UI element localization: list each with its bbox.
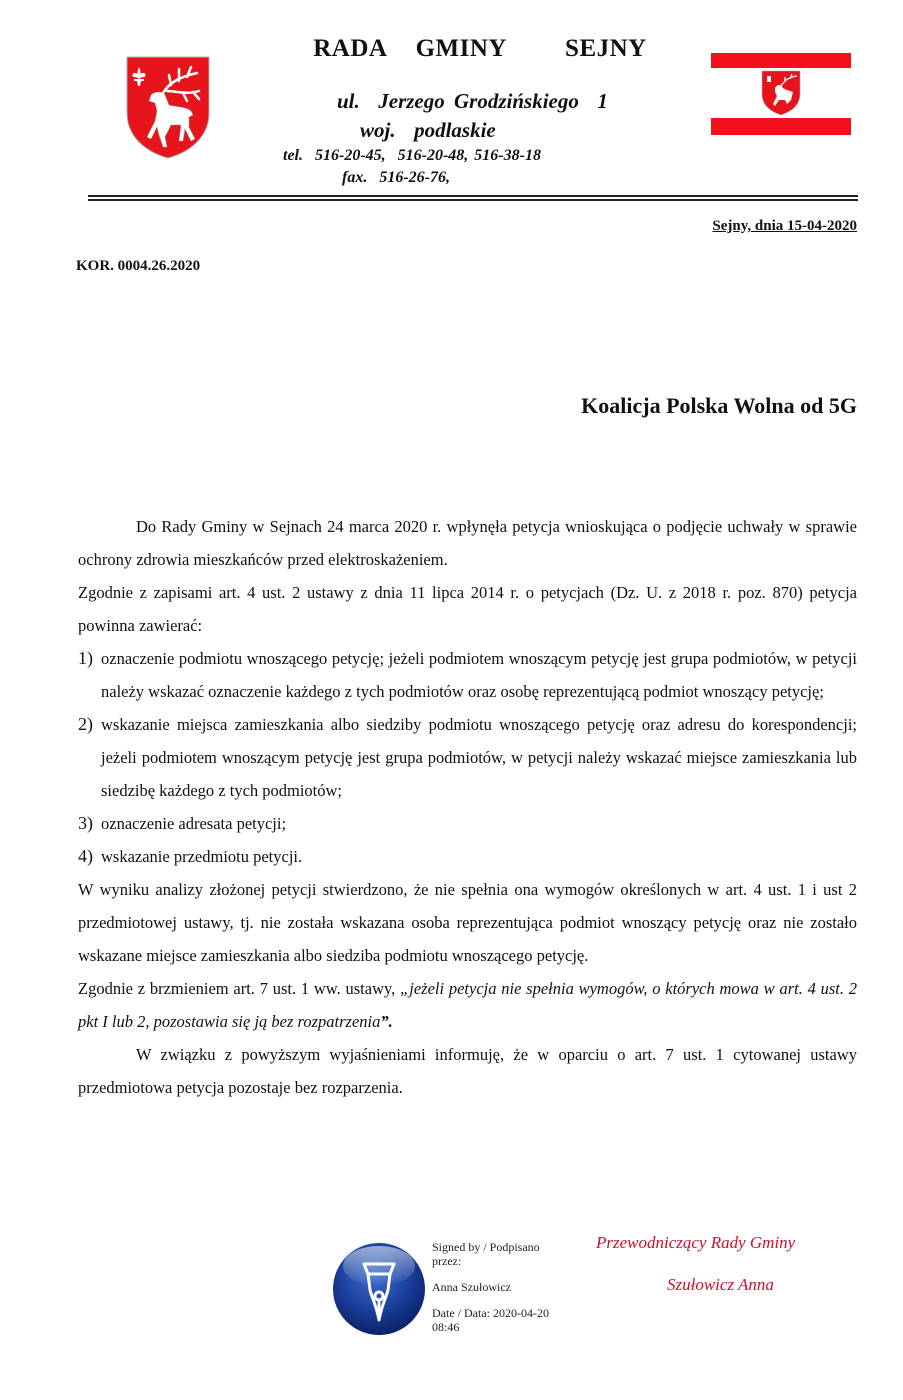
reference-number: KOR. 0004.26.2020 [76,258,201,274]
list-text: wskazanie przedmiotu petycji. [101,847,303,866]
list-text: oznaczenie podmiotu wnoszącego petycję; jeżeli podmiotem wnoszącym petycję jest grupa podmiotów, w petycji należy wskazać oznaczenie każdego z tych podmiotów oraz osobę reprezentującą podmiot wnoszący petycję; [101,649,857,701]
analysis-paragraph: W wyniku analizy złożonej petycji stwierdzono, że nie spełnia ona wymogów określonych w art. 4 ust. 1 i ust 2 przedmiotowej ustawy, tj. nie została wskazana osoba reprezentująca podmiot wnoszący petycję oraz nie zostało wskazane miejsce zamieszkania albo siedziba podmiotu wnoszącego petycję. [78,880,857,965]
quote-close: ”. [380,1012,393,1031]
addressee: Koalicja Polska Wolna od 5G [581,393,857,418]
address-region: woj. podlaskie [360,118,496,142]
list-item [78,642,857,708]
signatory-title: Przewodniczący Rady Gminy [596,1233,796,1252]
list-text: oznaczenie adresata petycji; [101,814,287,833]
list-item [78,807,857,840]
signature-details [432,1240,552,1346]
list-item [78,708,857,807]
place-and-date: Sejny, dnia 15-04-2020 [712,218,857,234]
list-number: 1) [78,648,93,668]
signer-name: Anna Szułowicz [432,1280,511,1294]
letter-body [78,510,857,1104]
list-number: 2) [78,714,93,734]
conclusion-paragraph: W związku z powyższym wyjaśnieniami informuję, że w oparciu o art. 7 ust. 1 cytowanej ustawy przedmiotowa petycja pozostaje bez rozparzenia. [78,1045,857,1097]
organization-title: RADA GMINY SEJNY [313,35,647,62]
signed-by-label: Signed by / Podpisano przez: [432,1240,540,1268]
header-divider [88,195,858,201]
signature-date: Date / Data: 2020-04-20 08:46 [432,1306,549,1334]
phone-numbers: tel. 516-20-45, 516-20-48, 516-38-18 [283,147,541,164]
requirements-list [78,642,857,873]
list-number: 3) [78,813,93,833]
address-street: ul. Jerzego Grodzińskiego 1 [337,89,608,113]
list-item [78,840,857,873]
list-text: wskazanie miejsca zamieszkania albo siedziby podmiotu wnoszącego petycję oraz adresu do korespondencji; jeżeli podmiotem wnoszącym petycję jest grupa podmiotów, w petycji należy wskazać miejsce zamieszkania lub siedzibę każdego z tych podmiotów; [101,715,857,800]
coat-of-arms-icon [125,55,211,159]
signatory-name: Szułowicz Anna [667,1275,774,1294]
quote-lead: Zgodnie z brzmieniem art. 7 ust. 1 ww. ustawy, [78,979,401,998]
legal-basis-paragraph: Zgodnie z zapisami art. 4 ust. 2 ustawy z dnia 11 lipca 2014 r. o petycjach (Dz. U. z 2018 r. poz. 870) petycja powinna zawierać: [78,583,857,635]
list-number: 4) [78,846,93,866]
municipal-flag-icon [711,50,851,136]
digital-signature-seal-icon [330,1240,428,1338]
fax-number: fax. 516-26-76, [342,169,450,186]
quote-paragraph [78,972,857,1038]
statute-quote: „jeżeli petycja nie spełnia wymogów, o których mowa w art. 4 ust. 2 pkt I lub 2, pozostawia się ją bez rozpatrzenia [78,979,858,1031]
intro-paragraph: Do Rady Gminy w Sejnach 24 marca 2020 r. wpłynęła petycja wnioskująca o podjęcie uchwały w sprawie ochrony zdrowia mieszkańców przed elektroskażeniem. [78,517,857,569]
